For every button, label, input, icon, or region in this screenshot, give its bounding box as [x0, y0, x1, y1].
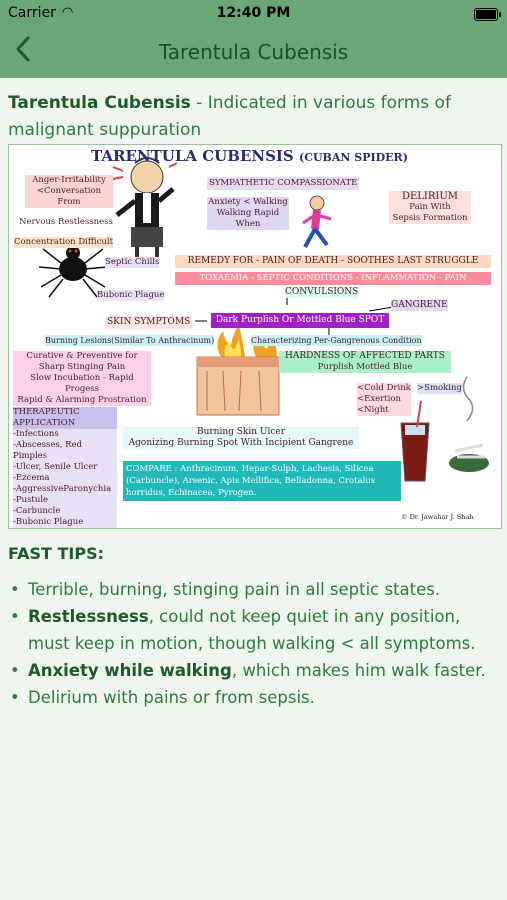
label-delirium-text: DELIRIUM [401, 191, 459, 202]
navigation-bar [0, 28, 507, 78]
fast-tips-title: FAST TIPS: [8, 544, 104, 563]
label-sympathetic: SYMPATHETIC COMPASSIONATE [209, 178, 358, 188]
label-therapeutic: THERAPEUTIC APPLICATION [13, 407, 117, 429]
label-hardness [279, 351, 451, 373]
remedy-content [0, 78, 507, 900]
bullet: • [10, 661, 20, 680]
label-curative-text: Curative & Preventive for [26, 351, 138, 361]
therapeutic-item: -Abscesses, Red Pimples [13, 440, 82, 461]
status-bar [0, 0, 507, 28]
page-title: Tarentula Cubensis [158, 40, 349, 64]
label-exertion: <Exertion [357, 394, 401, 404]
chart-title-text: TARENTULA CUBENSIS [91, 147, 294, 165]
remedy-name: Tarentula Cubensis [8, 93, 191, 113]
tip-text: Terrible, burning, stinging pain in all septic states. [28, 580, 441, 599]
chart-subtitle: (CUBAN SPIDER) [299, 151, 408, 164]
label-remedy: REMEDY FOR - PAIN OF DEATH - SOOTHES LAST STRUGGLE [175, 255, 491, 268]
label-pain-with: Pain With [409, 202, 451, 212]
label-compare: COMPARE : Anthracinum, Hepar-Sulph, Lachesis, Silicea (Carbuncle), Arsenic, Apis Mellifica, Belladonna, Crotalus horridus, Echinacea, Pyrogen. [123, 461, 401, 501]
list-item [8, 684, 498, 711]
label-modalities [357, 383, 411, 416]
therapeutic-item: -Bubonic Plague [13, 517, 84, 527]
list-item [8, 576, 498, 603]
battery-icon [474, 8, 498, 21]
label-anxiety [207, 197, 289, 230]
label-conversation: <Conversation From [36, 186, 102, 207]
label-gangrene: GANGRENE [391, 300, 448, 310]
skin-cross-section-illustration [197, 357, 279, 415]
bullet: • [10, 580, 20, 599]
remedy-chart-image [8, 144, 502, 529]
label-septic-chills: Septic Chills [105, 257, 160, 267]
therapeutic-item: -Ezcema [13, 473, 50, 483]
angry-man-illustration [113, 158, 177, 261]
wifi-icon: ◠ [62, 5, 74, 20]
label-bubonic-plague: Bubonic Plague [97, 290, 165, 300]
label-curative [13, 351, 151, 406]
list-item [8, 603, 498, 657]
label-hardness-text: HARDNESS OF AFFECTED PARTS [285, 351, 445, 361]
tip-bold: Restlessness [28, 607, 149, 626]
therapeutic-item: -Pustule [13, 495, 49, 505]
clock: 12:40 PM [216, 5, 291, 21]
chart-title [91, 148, 408, 166]
fast-tips-list [8, 576, 498, 711]
label-smoking: >Smoking [417, 383, 462, 393]
label-night: <Night [357, 405, 389, 415]
therapeutic-application-box [13, 407, 117, 528]
label-burning-lesions: Burning Lesions(Similar To Anthracinum) [45, 336, 215, 345]
label-sharp: Sharp Stinging Pain [38, 362, 126, 372]
label-anger [25, 175, 113, 208]
label-slow-incubation: Slow Incubation - Rapid Progess [30, 373, 134, 394]
list-item [8, 657, 498, 684]
label-characterizing: Characterizing Per-Gangrenous Condition [251, 336, 422, 345]
label-author: © Dr. Jawahar J. Shah [401, 513, 474, 521]
label-rapid-alarming: Rapid & Alarming Prostration [17, 395, 147, 405]
label-dark-purplish: Dark Purplish Or Mottled Blue SPOT [211, 313, 389, 328]
tip-text: Delirium with pains or from sepsis. [28, 688, 315, 707]
remedy-description: - Indicated in various forms of malignant suppuration [8, 93, 451, 140]
walking-person-illustration [303, 196, 331, 247]
label-anger-text: Anger-Irritability [32, 175, 106, 185]
label-sepsis-formation: Sepsis Formation [392, 213, 468, 223]
label-skin-symptoms: SKIN SYMPTOMS [107, 317, 191, 327]
tip-bold: Anxiety while walking [28, 661, 232, 680]
label-nervous: Nervous Restlessness [19, 217, 113, 227]
label-cold-drink: <Cold Drink [357, 383, 411, 393]
remedy-intro [8, 90, 498, 144]
label-walking-rapid: Walking Rapid When [216, 208, 280, 229]
label-burning-ulcer [123, 427, 359, 449]
label-burning-ulcer-text: Burning Skin Ulcer [196, 427, 286, 437]
label-delirium [389, 191, 471, 224]
label-purplish-mottled: Purplish Mottled Blue [317, 362, 413, 372]
label-agonizing: Agonizing Burning Spot With Incipient Gangrene [128, 438, 354, 448]
therapeutic-item: -Carbuncle [13, 506, 61, 516]
bullet: • [10, 688, 20, 707]
carrier-label: Carrier [8, 5, 56, 21]
tip-text: , could not keep quiet in any position, must keep in motion, though walking < all symptoms. [28, 607, 476, 653]
arrow-connector [369, 307, 393, 311]
label-convulsions: CONVULSIONS [285, 287, 359, 297]
therapeutic-item: -Ulcer, Senile Ulcer [13, 462, 98, 472]
label-concentration: Concentration Difficult [14, 237, 113, 247]
tip-text: , which makes him walk faster. [231, 661, 486, 680]
label-anxiety-text: Anxiety < Walking [208, 197, 288, 207]
bullet: • [10, 607, 20, 626]
therapeutic-item: -AggressiveParonychia [13, 484, 112, 494]
label-toxaemia: TOXAEMIA - SEPTIC CONDITIONS - INFLAMMATION - PAIN [175, 272, 491, 285]
therapeutic-item: -Infections [13, 429, 59, 439]
